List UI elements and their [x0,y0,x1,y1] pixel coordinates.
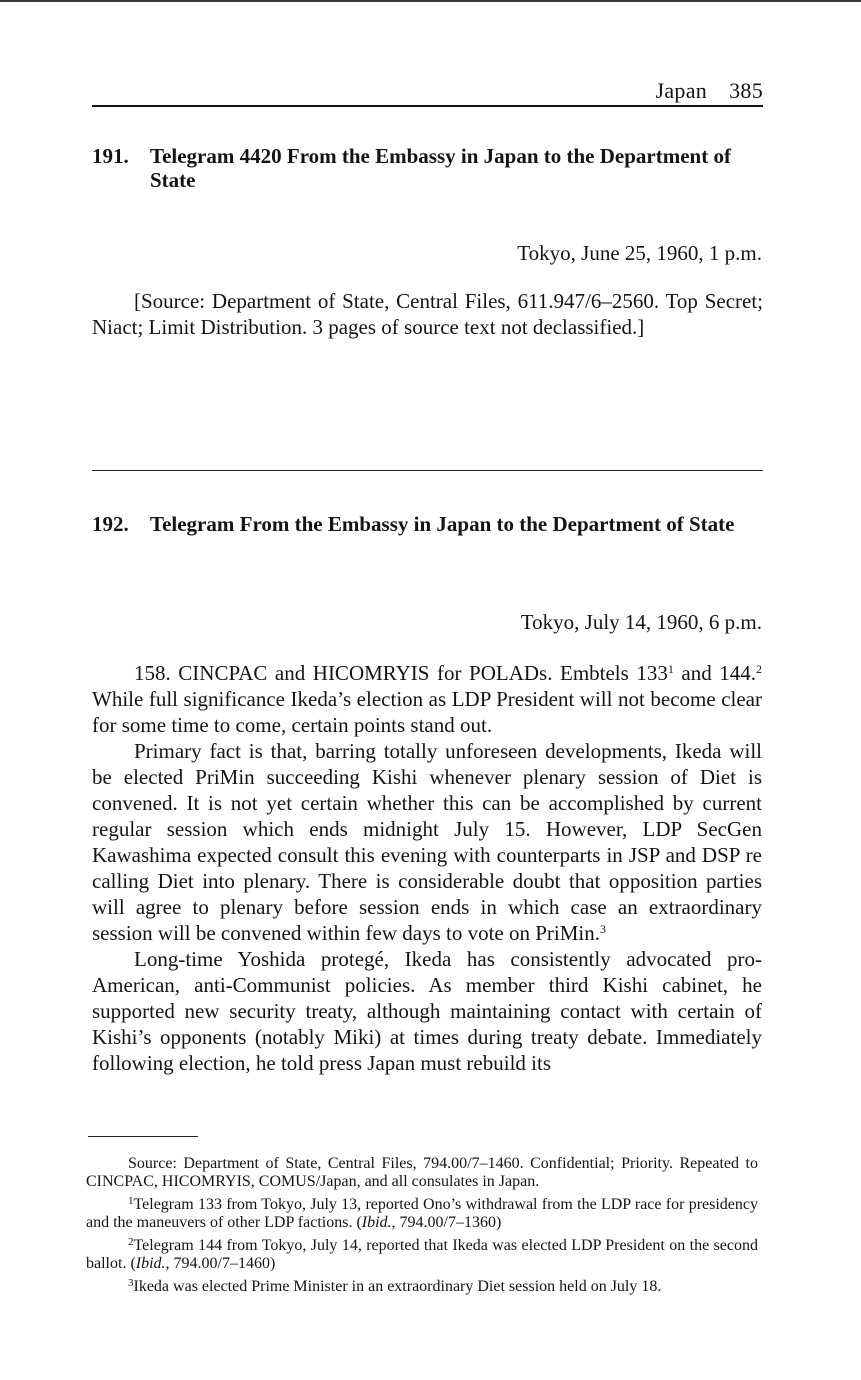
body-paragraph [92,738,762,946]
doc-192-title: Telegram From the Embassy in Japan to the Department of State [150,512,735,536]
section-divider [92,470,763,471]
doc-191-title: Telegram 4420 From the Embassy in Japan to the Department of State [150,144,731,192]
footnote-mark: 1 [128,1195,134,1207]
footnote-text: Telegram 144 from Tokyo, July 14, reported that Ikeda was elected LDP President on the second ballot. ( [86,1237,758,1272]
body-text-run: While full significance Ikeda’s election as LDP President will not become clear for some time to come, certain points stand out. [92,687,762,737]
footnote-citation: , 794.00/7–1360) [391,1214,502,1231]
body-text-run: Long-time Yoshida protegé, Ikeda has consistently advocated pro-American, anti-Communist policies. As member third Kishi cabinet, he supported new security treaty, although maintaining contact with certain of Kishi’s opponents (notably Miki) at times during treaty debate. Immediately following election, he told press Japan must rebuild its [92,947,762,1075]
doc-191-number: 191. [92,144,129,168]
doc-192-heading [92,512,764,536]
doc-192-number: 192. [92,512,129,536]
footnote-citation: , 794.00/7–1460) [165,1255,276,1272]
running-head [656,78,764,104]
footnote-rule [88,1136,198,1137]
body-paragraph [92,946,762,1076]
footnote-ibid: Ibid. [361,1214,392,1231]
footnote-2 [86,1237,758,1273]
footnote-3 [86,1278,758,1296]
doc-191-source-note: [Source: Department of State, Central Files, 611.947/6–2560. Top Secret; Niact; Limit Distribution. 3 pages of source text not declassified.] [92,289,763,339]
body-text-run: and 144. [673,661,757,685]
footnote-ref: 3 [600,922,607,936]
footnote-ref: 1 [667,662,674,676]
doc-192-body [92,660,762,1076]
page-top-edge [0,0,861,2]
doc-192-dateline: Tokyo, July 14, 1960, 6 p.m. [520,610,762,634]
body-paragraph [92,660,762,738]
body-text-run: 158. CINCPAC and HICOMRYIS for POLADs. Embtels 133 [134,661,668,685]
footnote-ref: 2 [756,662,763,676]
running-head-title: Japan [655,78,708,103]
footnote-text: Ikeda was elected Prime Minister in an extraordinary Diet session held on July 18. [133,1278,662,1295]
footnote-ibid: Ibid. [135,1255,166,1272]
footnotes [86,1155,758,1301]
source-footnote: Source: Department of State, Central Files, 794.00/7–1460. Confidential; Priority. Repeated to CINCPAC, HICOMRYIS, COMUS/Japan, and all consulates in Japan. [86,1155,758,1190]
body-text-run: Primary fact is that, barring totally unforeseen developments, Ikeda will be elected PriMin succeeding Kishi whenever plenary session of Diet is convened. It is not yet certain whether this can be accomplished by current regular session which ends midnight July 15. However, LDP SecGen Kawashima expected consult this evening with counterparts in JSP and DSP re calling Diet into plenary. There is considerable doubt that opposition parties will agree to plenary before session ends in which case an extraordinary session will be convened within few days to vote on PriMin. [92,739,762,945]
header-rule [92,105,763,107]
footnote-mark: 3 [128,1277,134,1289]
footnote-mark: 2 [128,1236,134,1248]
footnote-text: Telegram 133 from Tokyo, July 13, reported Ono’s withdrawal from the LDP race for presidency and the maneuvers of other LDP factions. ( [86,1196,758,1231]
doc-191-heading [92,144,764,192]
doc-191-dateline: Tokyo, June 25, 1960, 1 p.m. [517,241,762,265]
page-number: 385 [729,78,763,103]
footnote-1 [86,1196,758,1232]
